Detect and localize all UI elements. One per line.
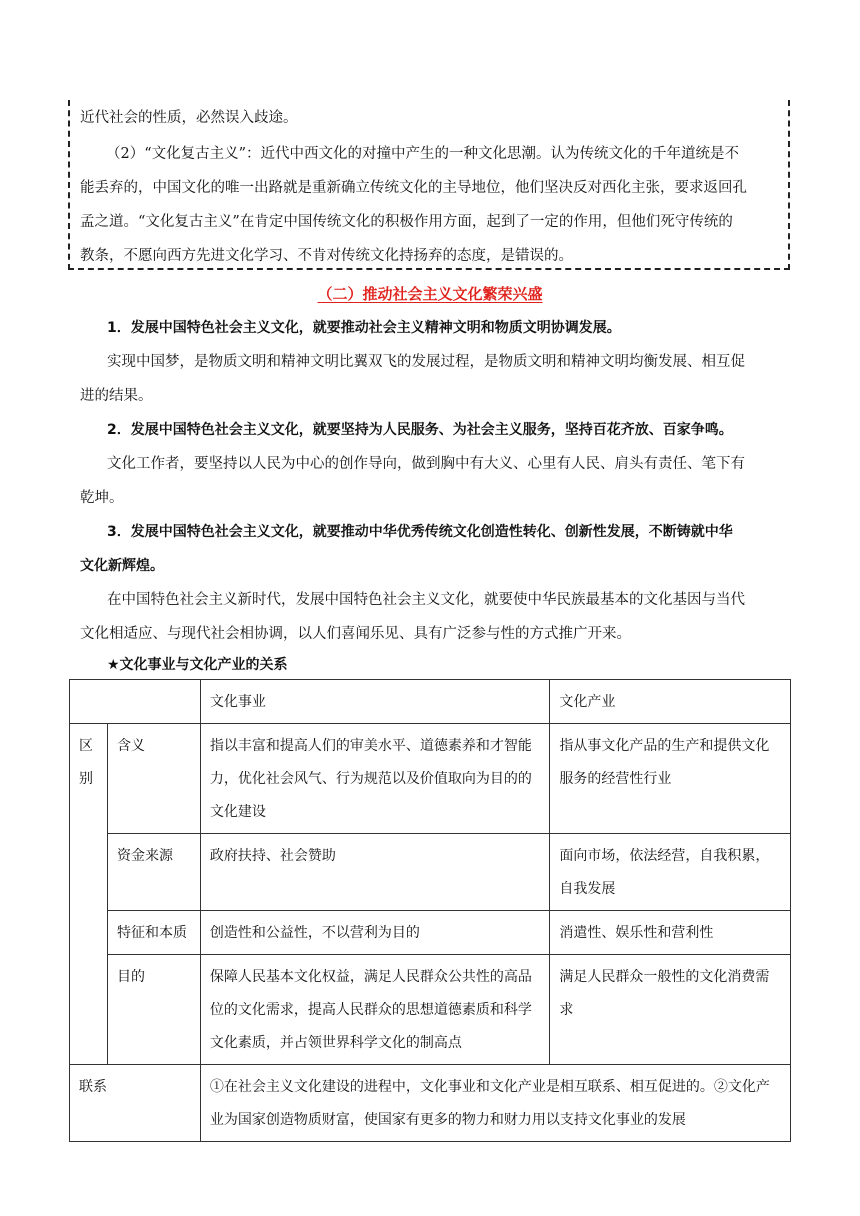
table-row-label: 特征和本质 bbox=[107, 911, 200, 955]
table-row-label: 含义 bbox=[107, 724, 200, 834]
table-header-cell: 文化事业 bbox=[200, 680, 549, 724]
section-title: （二）推动社会主义文化繁荣兴盛 bbox=[317, 285, 543, 303]
table-row-label: 目的 bbox=[107, 955, 200, 1065]
relation-table bbox=[69, 679, 791, 1142]
table-cell: 指从事文化产品的生产和提供文化服务的经营性行业 bbox=[550, 724, 791, 834]
table-row bbox=[70, 724, 791, 834]
table-cell: ①在社会主义文化建设的进程中，文化事业和文化产业是相互联系、相互促进的。②文化产业为国家创造物质财富，使国家有更多的物力和财力用以支持文化事业的发展 bbox=[200, 1065, 790, 1142]
box-line: 能丢弃的，中国文化的唯一出路就是重新确立传统文化的主导地位，他们坚决反对西化主张，要求返回孔 bbox=[80, 180, 747, 196]
box-line: 教条，不愿向西方先进文化学习、不肯对传统文化持扬弃的态度，是错误的。 bbox=[80, 248, 573, 264]
point-body: 进的结果。 bbox=[80, 388, 153, 404]
table-cell: 满足人民群众一般性的文化消费需求 bbox=[550, 955, 791, 1065]
table-cell: 创造性和公益性，不以营利为目的 bbox=[200, 911, 549, 955]
point-body: 文化相适应、与现代社会相协调，以人们喜闻乐见、具有广泛参与性的方式推广开来。 bbox=[80, 626, 631, 642]
knowledge-box bbox=[68, 100, 790, 270]
table-header-cell: 文化产业 bbox=[550, 680, 791, 724]
table-cell: 政府扶持、社会赞助 bbox=[200, 834, 549, 911]
box-line: （2）“文化复古主义”：近代中西文化的对撞中产生的一种文化思潮。认为传统文化的千年道统是不 bbox=[106, 146, 740, 162]
box-line: 近代社会的性质，必然误入歧途。 bbox=[80, 110, 298, 126]
box-line: 孟之道。“文化复古主义”在肯定中国传统文化的积极作用方面，起到了一定的作用，但他们死守传统的 bbox=[80, 214, 733, 230]
point-title: 3．发展中国特色社会主义文化，就要推动中华优秀传统文化创造性转化、创新性发展，不断铸就中华 bbox=[107, 524, 733, 540]
table-header-row bbox=[70, 680, 791, 724]
table-corner-cell bbox=[70, 680, 201, 724]
point-title: 1．发展中国特色社会主义文化，就要推动社会主义精神文明和物质文明协调发展。 bbox=[107, 320, 621, 336]
table-row bbox=[70, 834, 791, 911]
point-body: 文化工作者，要坚持以人民为中心的创作导向，做到胸中有大义、心里有人民、肩头有责任、笔下有 bbox=[107, 456, 745, 472]
table-title: ★文化事业与文化产业的关系 bbox=[107, 657, 288, 673]
table-group-label: 区别 bbox=[70, 724, 108, 1065]
table-row-label: 联系 bbox=[70, 1065, 201, 1142]
point-title: 2．发展中国特色社会主义文化，就要坚持为人民服务、为社会主义服务，坚持百花齐放、百家争鸣。 bbox=[107, 422, 733, 438]
table-row-label: 资金来源 bbox=[107, 834, 200, 911]
table-cell: 保障人民基本文化权益，满足人民群众公共性的高品位的文化需求，提高人民群众的思想道德素质和科学文化素质，并占领世界科学文化的制高点 bbox=[200, 955, 549, 1065]
point-body: 在中国特色社会主义新时代，发展中国特色社会主义文化，就要使中华民族最基本的文化基因与当代 bbox=[107, 592, 745, 608]
table-cell: 消遣性、娱乐性和营利性 bbox=[550, 911, 791, 955]
table-row bbox=[70, 911, 791, 955]
point-body: 实现中国梦，是物质文明和精神文明比翼双飞的发展过程，是物质文明和精神文明均衡发展、相互促 bbox=[107, 354, 745, 370]
point-title: 文化新辉煌。 bbox=[80, 558, 164, 574]
table-row bbox=[70, 955, 791, 1065]
table-cell: 面向市场，依法经营，自我积累，自我发展 bbox=[550, 834, 791, 911]
table-cell: 指以丰富和提高人们的审美水平、道德素养和才智能力，优化社会风气、行为规范以及价值取向为目的的文化建设 bbox=[200, 724, 549, 834]
point-body: 乾坤。 bbox=[80, 490, 124, 506]
table-row bbox=[70, 1065, 791, 1142]
